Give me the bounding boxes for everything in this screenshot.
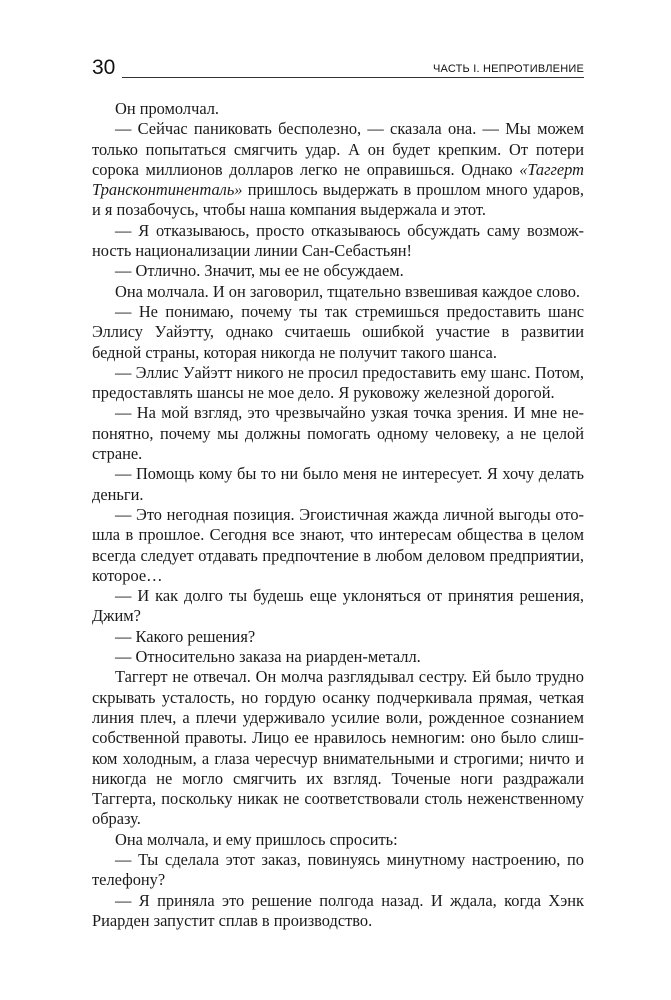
paragraph: Он промолчал. — [115, 99, 220, 118]
page-header — [92, 56, 584, 82]
running-title: ЧАСТЬ I. НЕПРОТИВЛЕНИЕ — [425, 63, 584, 75]
company-name-italic: «Таггерт Трансконтиненталь» — [92, 159, 584, 200]
paragraph: — Отлично. Значит, мы ее не обсуждаем. — [115, 261, 404, 281]
paragraph: — И как долго ты будешь еще уклоняться от принятия решения, Джим? — [92, 586, 584, 626]
paragraph: — Я приняла это решение полгода назад. И ждала, когда Хэнк Риарден запустит сплав в производство. — [92, 890, 584, 930]
paragraph — [92, 119, 584, 220]
paragraph-text: — Сейчас паниковать бесполезно, — сказала она. — Мы можем только попытаться смягчить удар. А он будет крепким. От потери сорока миллионов долларов легко не оправишься. Однако — [92, 119, 584, 179]
paragraph: — Это негодная позиция. Эгоистичная жажда личной выгоды отошла в прошлое. Сегодня все знают, что интересам общества в целом всегда следует отдавать предпочтение в любом деловом предприятии, которое… — [92, 504, 584, 585]
paragraph: Она молчала. И он заговорил, тщательно взвешивая каждое слово. — [115, 281, 580, 301]
paragraph: — Относительно заказа на риарден-металл. — [115, 647, 421, 667]
paragraph: — Не понимаю, почему ты так стремишься предоставить шанс Эллису Уайэтту, однако считаешь ошибкой участие в развитии бедной страны, которая никогда не получит такого шанса. — [92, 301, 584, 362]
paragraph-text: пришлось выдержать в прошлом много ударов, и я позабочусь, чтобы наша компания выдержала и этот. — [92, 180, 584, 220]
paragraph: — Какого решения? — [115, 626, 256, 646]
header-rule — [122, 77, 584, 78]
page-number: 30 — [92, 56, 116, 79]
paragraph: Таггерт не отвечал. Он молча разглядывал сестру. Ей было трудно скрывать усталость, но гордую осанку подчеркивала прямая, четкая линия плеч, а плечи удерживало усилие воли, рожденное сознанием собственной правоты. Лицо ее нравилось немногим: оно было слишком холодным, а глаза чересчур внимательными и строгими; ничто и никогда не могло смягчить их взгляд. Точеные ноги раздражали Таггерта, поскольку никак не соответствовали столь неженственному образу. — [92, 667, 584, 829]
paragraph: — Помощь кому бы то ни было меня не интересует. Я хочу делать деньги. — [92, 464, 584, 504]
body-text — [92, 99, 584, 931]
paragraph: — Эллис Уайэтт никого не просил предоставить ему шанс. Потом, предоставлять шансы не мое дело. Я руковожу железной дорогой. — [92, 362, 584, 403]
paragraph: — Я отказываюсь, просто отказываюсь обсуждать саму возможность национализации линии Сан-Себастьян! — [92, 220, 584, 261]
paragraph: — Ты сделала этот заказ, повинуясь минутному настроению, по телефону? — [92, 849, 584, 890]
paragraph: — На мой взгляд, это чрезвычайно узкая точка зрения. И мне непонятно, почему мы должны помогать одному человеку, а не целой стране. — [92, 403, 584, 464]
paragraph: Она молчала, и ему пришлось спросить: — [115, 829, 398, 849]
